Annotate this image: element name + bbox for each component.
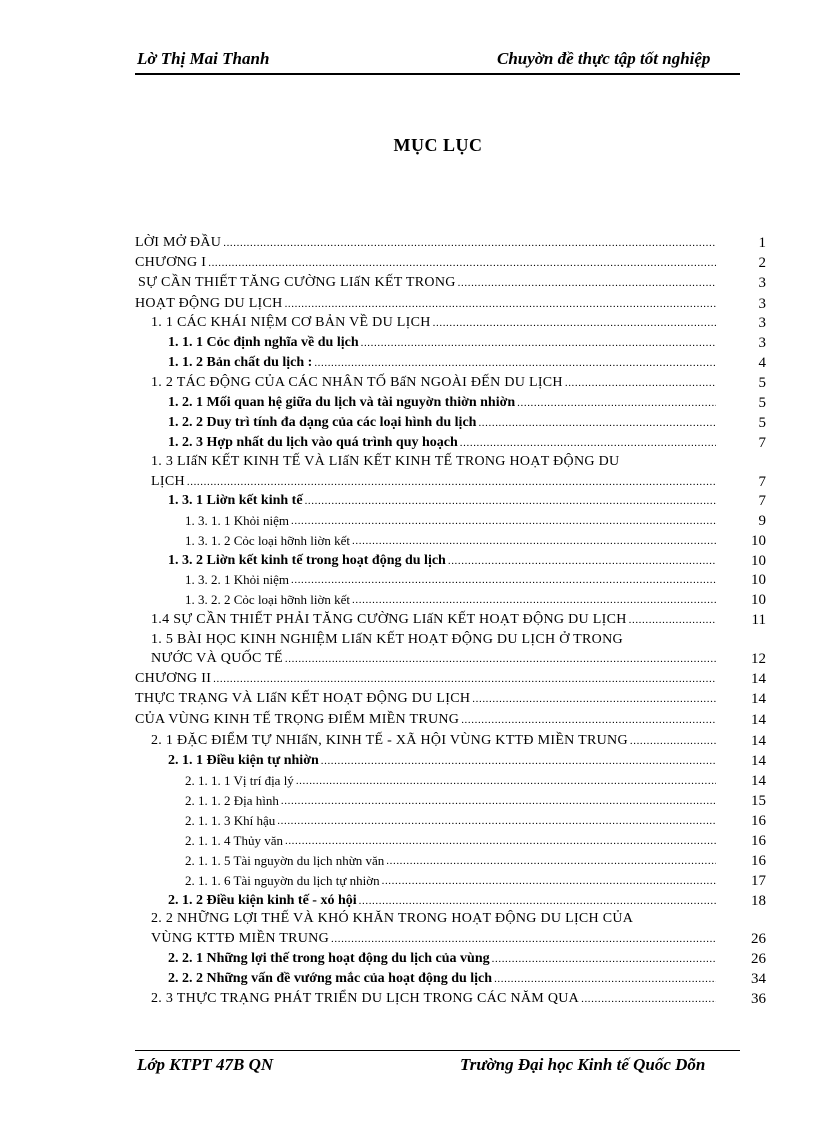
toc-entry-page-number: 16 (751, 833, 766, 849)
toc-entry-page-number: 3 (758, 335, 766, 351)
leader-dots (285, 649, 716, 669)
toc-entry[interactable] (0, 949, 816, 969)
toc-entry[interactable] (0, 413, 816, 433)
toc-entry[interactable] (0, 233, 816, 253)
toc-entry-label: 1. 1. 1 Cỏc định nghĩa về du lịch (168, 335, 359, 350)
toc-entry-page-number: 15 (751, 793, 766, 809)
toc-entry-label: LỊCH (151, 474, 185, 489)
toc-entry-page-number: 9 (758, 513, 766, 529)
toc-entry-label: 1. 3 LIấN KẾT KINH TẾ VÀ LIấN KẾT KINH TẾ TRONG HOẠT ĐỘNG DU (151, 454, 620, 469)
toc-entry-label: VÙNG KTTĐ MIỀN TRUNG (151, 931, 330, 946)
leader-dots (291, 570, 716, 590)
toc-entry-label: 2. 1. 2 Điều kiện kinh tế - xó hội (168, 893, 357, 908)
footer-school: Trường Đại học Kinh tế Quốc Dõn (460, 1055, 706, 1074)
toc-entry[interactable] (0, 669, 816, 689)
footer-class: Lớp KTPT 47B QN (137, 1055, 274, 1074)
leader-dots (386, 851, 716, 871)
toc-entry-label: 1. 2. 2 Duy trì tính đa dạng của các loại hình du lịch (168, 415, 477, 430)
toc-entry-label: 2. 1. 1. 5 Tài nguyờn du lịch nhừn văn (185, 853, 385, 868)
leader-dots (461, 710, 716, 730)
leader-dots (361, 333, 716, 353)
leader-dots (494, 969, 716, 989)
toc-entry-label: 1. 2 TÁC ĐỘNG CỦA CÁC NHÂN TỐ BấN NGOÀI ĐẾN DU LỊCH (151, 375, 563, 390)
toc-entry[interactable] (0, 333, 816, 353)
toc-entry-page-number: 14 (751, 712, 766, 728)
leader-dots (321, 751, 716, 771)
toc-entry-page-number: 2 (758, 255, 766, 271)
leader-dots (296, 771, 716, 791)
toc-entry-page-number: 16 (751, 813, 766, 829)
toc-entry-page-number: 3 (758, 315, 766, 331)
toc-entry[interactable] (0, 273, 816, 293)
leader-dots (565, 373, 716, 393)
leader-dots (433, 313, 716, 333)
toc-entry-label: LỜI MỞ ĐẦU (135, 235, 222, 250)
toc-entry[interactable] (0, 393, 816, 413)
toc-entry[interactable] (0, 791, 816, 811)
toc-entry-page-number: 3 (758, 296, 766, 312)
footer-rule (135, 1050, 740, 1051)
leader-dots (382, 871, 716, 891)
toc-entry-page-number: 36 (751, 991, 766, 1007)
toc-entry-label: 2. 1. 1. 4 Thủy văn (185, 833, 283, 848)
toc-entry[interactable] (0, 630, 816, 650)
leader-dots (448, 551, 716, 571)
toc-entry[interactable] (0, 433, 816, 453)
leader-dots (331, 929, 716, 949)
toc-entry-page-number: 18 (751, 893, 766, 909)
toc-entry[interactable] (0, 491, 816, 511)
toc-entry[interactable] (0, 811, 816, 831)
toc-entry-page-number: 14 (751, 691, 766, 707)
toc-entry-page-number: 4 (758, 355, 766, 371)
leader-dots (208, 253, 716, 273)
toc-entry-label: 1. 3. 2. 1 Khỏi niệm (185, 572, 289, 587)
leader-dots (517, 393, 716, 413)
toc-entry-page-number: 10 (751, 553, 766, 569)
toc-entry[interactable] (0, 511, 816, 531)
toc-entry[interactable] (0, 710, 816, 730)
toc-entry-label: 1. 3. 1. 1 Khỏi niệm (185, 513, 289, 528)
leader-dots (352, 531, 716, 551)
toc-entry[interactable] (0, 831, 816, 851)
toc-entry-page-number: 10 (751, 533, 766, 549)
toc-entry-page-number: 26 (751, 951, 766, 967)
leader-dots (478, 413, 716, 433)
leader-dots (277, 811, 716, 831)
toc-entry-page-number: 14 (751, 773, 766, 789)
toc-entry[interactable] (0, 909, 816, 929)
toc-entry-label: 1. 3. 2 Liờn kết kinh tế trong hoạt động du lịch (168, 553, 446, 568)
toc-entry[interactable] (0, 531, 816, 551)
leader-dots (305, 491, 716, 511)
leader-dots (285, 831, 716, 851)
toc-entry-label: 2. 1 ĐẶC ĐIỂM TỰ NHIấN, KINH TẾ - XÃ HỘI VÙNG KTTĐ MIỀN TRUNG (151, 733, 628, 748)
toc-entry[interactable] (0, 610, 816, 630)
toc-entry[interactable] (0, 472, 816, 492)
toc-entry-label: 1. 3. 1. 2 Cỏc loại hỡnh liờn kết (185, 533, 351, 548)
leader-dots (223, 233, 716, 253)
toc-entry-page-number: 5 (758, 375, 766, 391)
toc-entry-page-number: 1 (758, 235, 766, 251)
leader-dots (359, 891, 716, 911)
header-doc-type: Chuyờn đề thực tập tốt nghiệp (497, 49, 711, 68)
toc-entry-page-number: 16 (751, 853, 766, 869)
leader-dots (472, 689, 716, 709)
toc-entry-label: 2. 1. 1 Điều kiện tự nhiờn (168, 753, 319, 768)
leader-dots (187, 472, 716, 492)
toc-entry-label: 2. 2. 2 Những vấn đề vướng mắc của hoạt động du lịch (168, 971, 493, 986)
toc-entry-page-number: 17 (751, 873, 766, 889)
page-title: MỤC LỤC (393, 135, 483, 155)
toc-entry[interactable] (0, 929, 816, 949)
toc-entry[interactable] (0, 871, 816, 891)
leader-dots (314, 353, 716, 373)
toc-entry[interactable] (0, 731, 816, 751)
leader-dots (458, 273, 716, 293)
toc-entry-page-number: 10 (751, 592, 766, 608)
toc-entry-page-number: 5 (758, 415, 766, 431)
toc-entry-label: CHƯƠNG I (135, 255, 207, 270)
toc-entry-page-number: 3 (758, 275, 766, 291)
toc-entry-page-number: 11 (751, 612, 766, 628)
header-rule (135, 73, 740, 75)
toc-entry-page-number: 14 (751, 733, 766, 749)
toc-entry[interactable] (0, 751, 816, 771)
toc-entry-page-number: 7 (758, 435, 766, 451)
toc-entry[interactable] (0, 649, 816, 669)
toc-entry-label: CỦA VÙNG KINH TẾ TRỌNG ĐIỂM MIỀN TRUNG (135, 712, 460, 727)
toc-entry[interactable] (0, 570, 816, 590)
toc-entry-label: 2. 2 NHỮNG LỢI THẾ VÀ KHÓ KHĂN TRONG HOẠT ĐỘNG DU LỊCH CỦA (151, 911, 634, 926)
toc-entry-label: 1. 2. 1 Mối quan hệ giữa du lịch và tài nguyờn thiờn nhiờn (168, 395, 516, 410)
toc-entry[interactable] (0, 313, 816, 333)
leader-dots (629, 610, 716, 630)
toc-entry[interactable] (0, 969, 816, 989)
toc-entry-label: THỰC TRẠNG VÀ LIấN KẾT HOẠT ĐỘNG DU LỊCH (135, 691, 471, 706)
toc-entry-label: CHƯƠNG II (135, 671, 212, 686)
toc-entry[interactable] (0, 891, 816, 911)
leader-dots (460, 433, 716, 453)
toc-entry-page-number: 14 (751, 671, 766, 687)
toc-entry[interactable] (0, 851, 816, 871)
toc-entry[interactable] (0, 294, 816, 314)
toc-entry-label: 2. 1. 1. 6 Tài nguyờn du lịch tự nhiờn (185, 873, 380, 888)
leader-dots (581, 989, 716, 1009)
leader-dots (352, 590, 716, 610)
toc-entry[interactable] (0, 989, 816, 1009)
toc-entry-page-number: 12 (751, 651, 766, 667)
toc-entry-label: 2. 1. 1. 3 Khí hậu (185, 813, 276, 828)
toc-entry[interactable] (0, 551, 816, 571)
toc-entry-label: 1. 1 CÁC KHÁI NIỆM CƠ BẢN VỀ DU LỊCH (151, 315, 431, 330)
leader-dots (492, 949, 716, 969)
toc-entry[interactable] (0, 253, 816, 273)
toc-entry-label: 2. 2. 1 Những lợi thế trong hoạt động du lịch của vùng (168, 951, 490, 966)
toc-entry[interactable] (0, 373, 816, 393)
leader-dots (285, 294, 716, 314)
toc-entry-page-number: 14 (751, 753, 766, 769)
toc-entry-label: 1. 2. 3 Hợp nhất du lịch vào quá trình quy hoạch (168, 435, 458, 450)
toc-entry-label: 2. 1. 1. 2 Địa hình (185, 793, 279, 808)
toc-entry-label: 1.4 SỰ CẦN THIẾT PHẢI TĂNG CƯỜNG LIấN KẾT HOẠT ĐỘNG DU LỊCH (151, 612, 627, 627)
toc-entry-page-number: 26 (751, 931, 766, 947)
toc-entry-label: HOẠT ĐỘNG DU LỊCH (135, 296, 283, 311)
toc-entry-label: SỰ CẦN THIẾT TĂNG CƯỜNG LIấN KẾT TRONG (138, 275, 456, 290)
leader-dots (630, 731, 716, 751)
toc-entry-label: 1. 1. 2 Bản chất du lịch : (168, 355, 313, 370)
toc-entry-label: 2. 1. 1. 1 Vị trí địa lý (185, 773, 294, 788)
toc-entry-label: 1. 3. 2. 2 Cỏc loại hỡnh liờn kết (185, 592, 351, 607)
toc-entry[interactable] (0, 452, 816, 472)
toc-entry-page-number: 5 (758, 395, 766, 411)
toc-entry-page-number: 7 (758, 474, 766, 490)
toc-entry-label: 1. 3. 1 Liờn kết kinh tế (168, 493, 303, 508)
toc-entry-label: 1. 5 BÀI HỌC KINH NGHIỆM LIấN KẾT HOẠT ĐỘNG DU LỊCH Ở TRONG (151, 632, 623, 647)
toc-entry[interactable] (0, 590, 816, 610)
toc-entry[interactable] (0, 353, 816, 373)
toc-entry[interactable] (0, 771, 816, 791)
toc-entry-label: NƯỚC VÀ QUỐC TẾ (151, 651, 283, 666)
toc-entry[interactable] (0, 689, 816, 709)
toc-entry-page-number: 7 (758, 493, 766, 509)
header-author: Lờ Thị Mai Thanh (137, 49, 270, 68)
toc-entry-label: 2. 3 THỰC TRẠNG PHÁT TRIỂN DU LỊCH TRONG CÁC NĂM QUA (151, 991, 580, 1006)
leader-dots (291, 511, 716, 531)
toc-entry-page-number: 34 (751, 971, 766, 987)
toc-entry-page-number: 10 (751, 572, 766, 588)
leader-dots (281, 791, 716, 811)
leader-dots (213, 669, 716, 689)
